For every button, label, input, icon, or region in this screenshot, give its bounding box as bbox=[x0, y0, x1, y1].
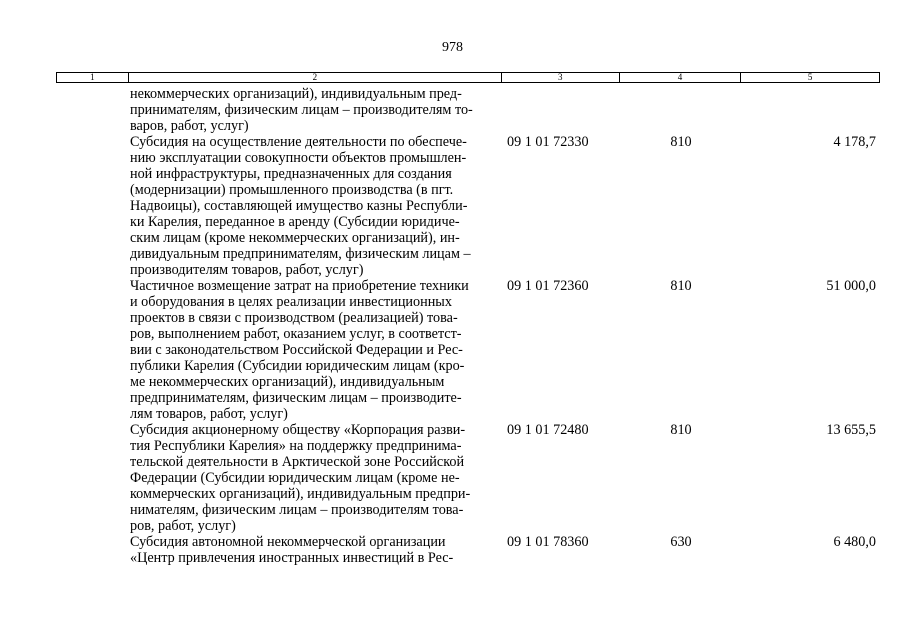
row-type: 810 bbox=[670, 134, 692, 150]
description-line: «Центр привлечения иностранных инвестиций в Рес- bbox=[130, 550, 454, 566]
row-amount bbox=[742, 86, 880, 134]
description-line: некоммерческих организаций), индивидуальным пред- bbox=[130, 86, 462, 102]
description-line: коммерческих организаций), индивидуальным предпри- bbox=[130, 486, 471, 502]
description-line: (модернизации) промышленного производства (в пгт. bbox=[130, 182, 454, 198]
description-line: Надвоицы), составляющей имущество казны Республи- bbox=[130, 198, 468, 214]
row-description bbox=[128, 534, 502, 566]
table-row bbox=[56, 86, 880, 134]
row-index-cell bbox=[56, 534, 128, 566]
column-header-2: 2 bbox=[129, 73, 502, 82]
description-line: ров, выполнением работ, оказанием услуг, в соответст- bbox=[130, 326, 462, 342]
row-type: 630 bbox=[670, 534, 692, 550]
description-line: тельской деятельности в Арктической зоне Российской bbox=[130, 454, 465, 470]
column-header-3: 3 bbox=[502, 73, 620, 82]
description-line: тия Республики Карелия» на поддержку предпринима- bbox=[130, 438, 462, 454]
row-index-cell bbox=[56, 134, 128, 278]
description-line: лям товаров, работ, услуг) bbox=[130, 406, 288, 422]
table-header bbox=[56, 72, 880, 83]
row-description bbox=[128, 278, 502, 422]
row-index-cell bbox=[56, 278, 128, 422]
description-line: варов, работ, услуг) bbox=[130, 118, 249, 134]
table-row bbox=[56, 278, 880, 422]
row-amount: 4 178,7 bbox=[833, 134, 876, 150]
row-code: 09 1 01 72330 bbox=[507, 134, 589, 150]
row-type: 810 bbox=[670, 278, 692, 294]
description-line: ров, работ, услуг) bbox=[130, 518, 236, 534]
description-line: публики Карелия (Субсидии юридическим лицам (кро- bbox=[130, 358, 465, 374]
description-line: нимателям, физическим лицам – производителям това- bbox=[130, 502, 464, 518]
description-line: принимателям, физическим лицам – производителям то- bbox=[130, 102, 473, 118]
description-line: нию эксплуатации совокупности объектов промышлен- bbox=[130, 150, 467, 166]
description-line: Субсидия автономной некоммерческой организации bbox=[130, 534, 446, 550]
description-line: вии с законодательством Российской Федерации и Рес- bbox=[130, 342, 463, 358]
row-amount: 51 000,0 bbox=[826, 278, 876, 294]
table-body bbox=[56, 86, 880, 566]
description-line: ки Карелия, переданное в аренду (Субсидии юридиче- bbox=[130, 214, 460, 230]
row-index-cell bbox=[56, 422, 128, 534]
description-line: Субсидия акционерному обществу «Корпорация разви- bbox=[130, 422, 466, 438]
description-line: дивидуальным предпринимателям, физическим лицам – bbox=[130, 246, 471, 262]
row-type: 810 bbox=[670, 422, 692, 438]
description-line: Частичное возмещение затрат на приобретение техники bbox=[130, 278, 469, 294]
row-index-cell bbox=[56, 86, 128, 134]
table-row bbox=[56, 534, 880, 566]
row-code: 09 1 01 72360 bbox=[507, 278, 589, 294]
description-line: ским лицам (кроме некоммерческих организаций), ин- bbox=[130, 230, 460, 246]
row-code bbox=[502, 86, 620, 134]
row-amount: 6 480,0 bbox=[833, 534, 876, 550]
description-line: Субсидия на осуществление деятельности по обеспече- bbox=[130, 134, 467, 150]
description-line: производителям товаров, работ, услуг) bbox=[130, 262, 364, 278]
row-description bbox=[128, 134, 502, 278]
description-line: ной инфраструктуры, предназначенных для создания bbox=[130, 166, 452, 182]
row-description bbox=[128, 422, 502, 534]
description-line: ме некоммерческих организаций), индивидуальным bbox=[130, 374, 445, 390]
description-line: проектов в связи с производством (реализацией) това- bbox=[130, 310, 458, 326]
row-type bbox=[620, 86, 742, 134]
description-line: и оборудования в целях реализации инвестиционных bbox=[130, 294, 452, 310]
page-number: 978 bbox=[442, 40, 463, 55]
row-amount: 13 655,5 bbox=[826, 422, 876, 438]
column-header-5: 5 bbox=[807, 72, 813, 82]
column-header-1: 1 bbox=[57, 73, 129, 82]
row-code: 09 1 01 78360 bbox=[507, 534, 589, 550]
row-code: 09 1 01 72480 bbox=[507, 422, 589, 438]
description-line: предпринимателям, физическим лицам – производите- bbox=[130, 390, 462, 406]
column-header-4: 4 bbox=[620, 73, 742, 82]
table-row bbox=[56, 422, 880, 534]
row-description bbox=[128, 86, 502, 134]
table-row bbox=[56, 134, 880, 278]
description-line: Федерации (Субсидии юридическим лицам (кроме не- bbox=[130, 470, 460, 486]
